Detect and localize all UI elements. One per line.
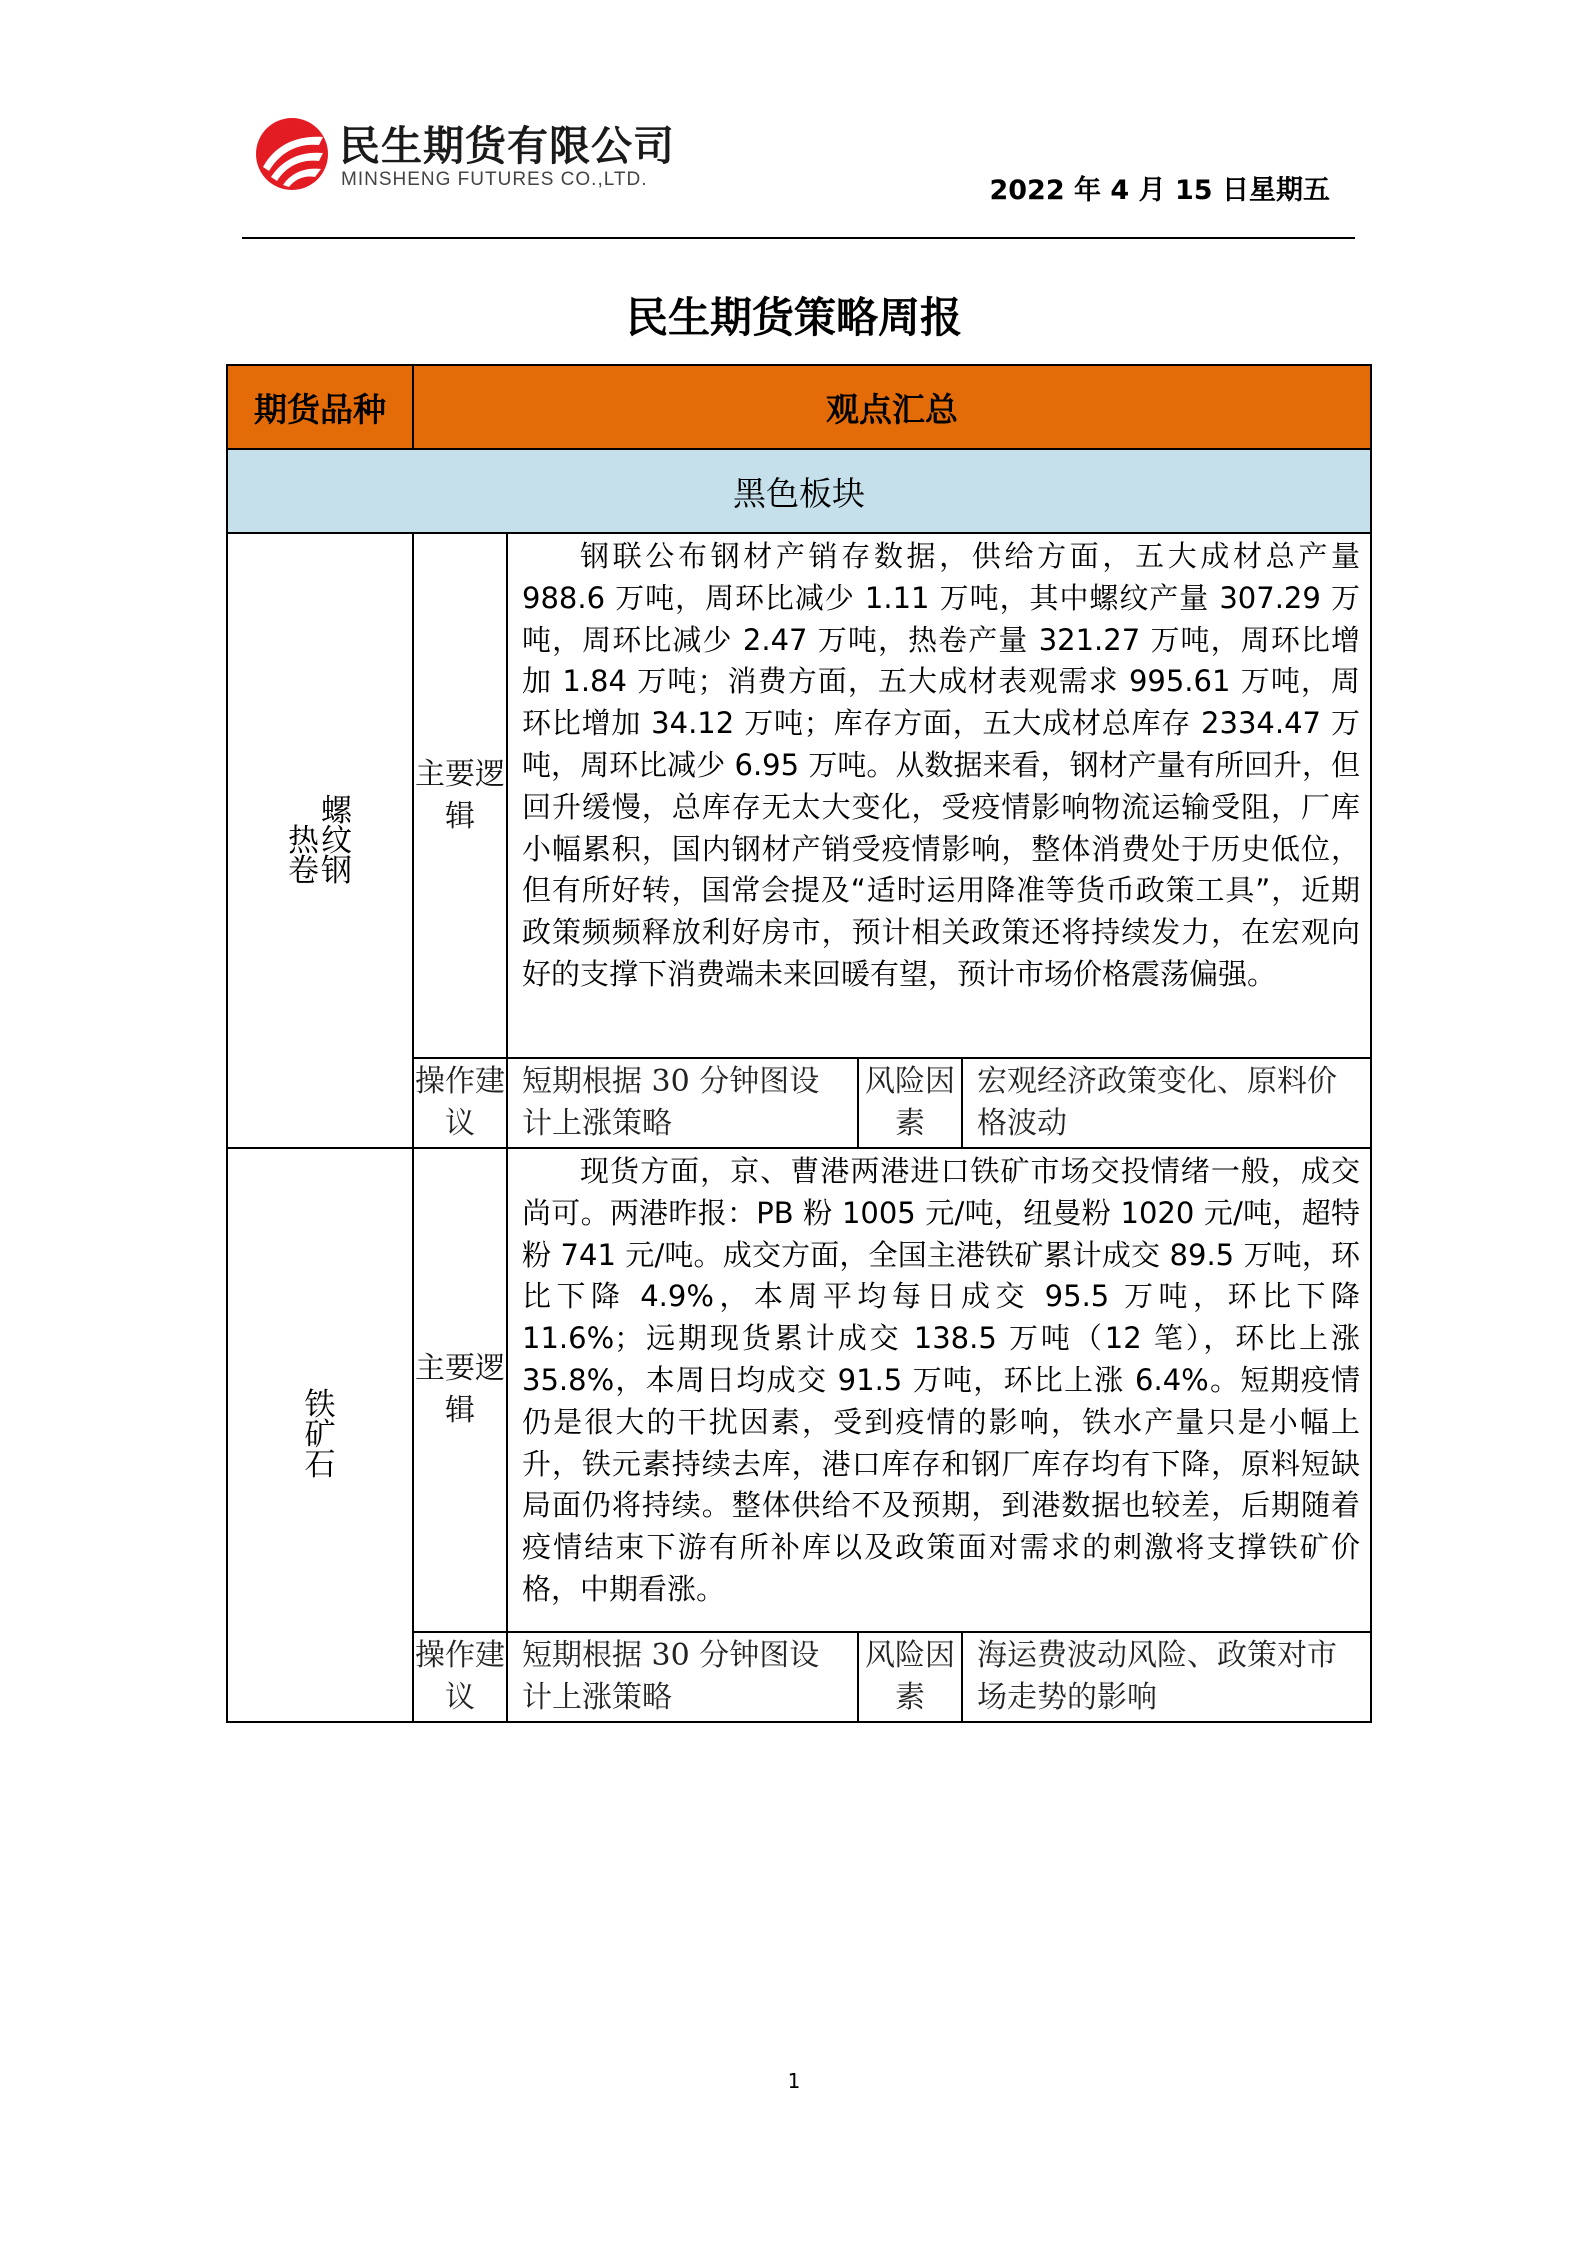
report-date: 2022 年 4 月 15 日星期五 — [989, 175, 1330, 206]
page-title: 民生期货策略周报 — [625, 293, 962, 342]
page-number: 1 — [787, 2069, 801, 2093]
logic-label: 主要逻辑 — [413, 533, 507, 1058]
logo-chinese-name: 民生期货有限公司 — [339, 122, 675, 170]
variety-cell-iron-ore — [227, 1148, 413, 1722]
operation-label: 操作建议 — [413, 1632, 507, 1722]
section-title: 黑色板块 — [227, 449, 1371, 533]
variety-name-hot-coil: 热 卷 — [288, 822, 319, 889]
table-row — [227, 533, 1371, 1058]
section-row — [227, 449, 1371, 533]
logic-paragraph: 钢联公布钢材产销存数据，供给方面，五大成材总产量 988.6 万吨，周环比减少 1.11 万吨，其中螺纹产量 307.29 万吨，周环比减少 2.47 万吨，热卷产量 321.27 万吨，周环比增加 1.84 万吨；消费方面，五大成材表观需求 995.61 万吨，周环比增加 34.12 万吨；库存方面，五大成材总库存 2334.47 万吨，周环比减少 6.95 万吨。从数据来看，钢材产量有所回升，但回升缓慢，总库存无太大变化，受疫情影响物流运输受阻，厂库小幅累积，国内钢材产销受疫情影响，整体消费处于历史低位，但有所好转，国常会提及“适时运用降准等货币政策工具”，近期政策频频释放利好房市，预计相关政策还将持续发力，在宏观向好的支撑下消费端未来回暖有望，预计市场价格震荡偏强。 — [522, 539, 1360, 991]
company-logo — [253, 113, 733, 203]
logic-paragraph: 现货方面，京、曹港两港进口铁矿市场交投情绪一般，成交尚可。两港昨报：PB 粉 1005 元/吨，纽曼粉 1020 元/吨，超特粉 741 元/吨。成交方面，全国主港铁矿累计成交 89.5 万吨，环比下降 4.9%，本周平均每日成交 95.5 万吨，环比下降 11.6%；远期现货累计成交 138.5 万吨（12 笔），环比上涨 35.8%，本周日均成交 91.5 万吨，环比上涨 6.4%。短期疫情仍是很大的干扰因素，受到疫情的影响，铁水产量只是小幅上升，铁元素持续去库，港口库存和钢厂库存均有下降，原料短缺局面仍将持续。整体供给不及预期，到港数据也较差，后期随着疫情结束下游有所补库以及政策面对需求的刺激将支撑铁矿价格，中期看涨。 — [522, 1154, 1360, 1606]
risk-factors: 宏观经济政策变化、原料价格波动 — [962, 1058, 1371, 1148]
variety-name-iron-ore: 铁 矿 石 — [304, 1387, 336, 1483]
risk-label: 风险因素 — [858, 1632, 962, 1722]
operation-label: 操作建议 — [413, 1058, 507, 1148]
variety-cell-rebar-hotcoil — [227, 533, 413, 1148]
minsheng-logo-icon — [253, 115, 331, 193]
logo-english-name: MINSHENG FUTURES CO.,LTD. — [341, 169, 648, 190]
risk-label: 风险因素 — [858, 1058, 962, 1148]
table-row — [227, 1148, 1371, 1632]
logic-text — [507, 1148, 1371, 1632]
table-header-row — [227, 365, 1371, 449]
risk-factors: 海运费波动风险、政策对市场走势的影响 — [962, 1632, 1371, 1722]
header-divider — [242, 237, 1355, 239]
operation-advice: 短期根据 30 分钟图设计上涨策略 — [507, 1058, 858, 1148]
logic-label: 主要逻辑 — [413, 1148, 507, 1632]
strategy-table — [226, 364, 1372, 1723]
column-header-variety: 期货品种 — [227, 365, 413, 449]
logic-text — [507, 533, 1371, 1058]
column-header-summary: 观点汇总 — [413, 365, 1371, 449]
operation-advice: 短期根据 30 分钟图设计上涨策略 — [507, 1632, 858, 1722]
variety-name-rebar: 螺 纹 钢 — [321, 792, 352, 889]
